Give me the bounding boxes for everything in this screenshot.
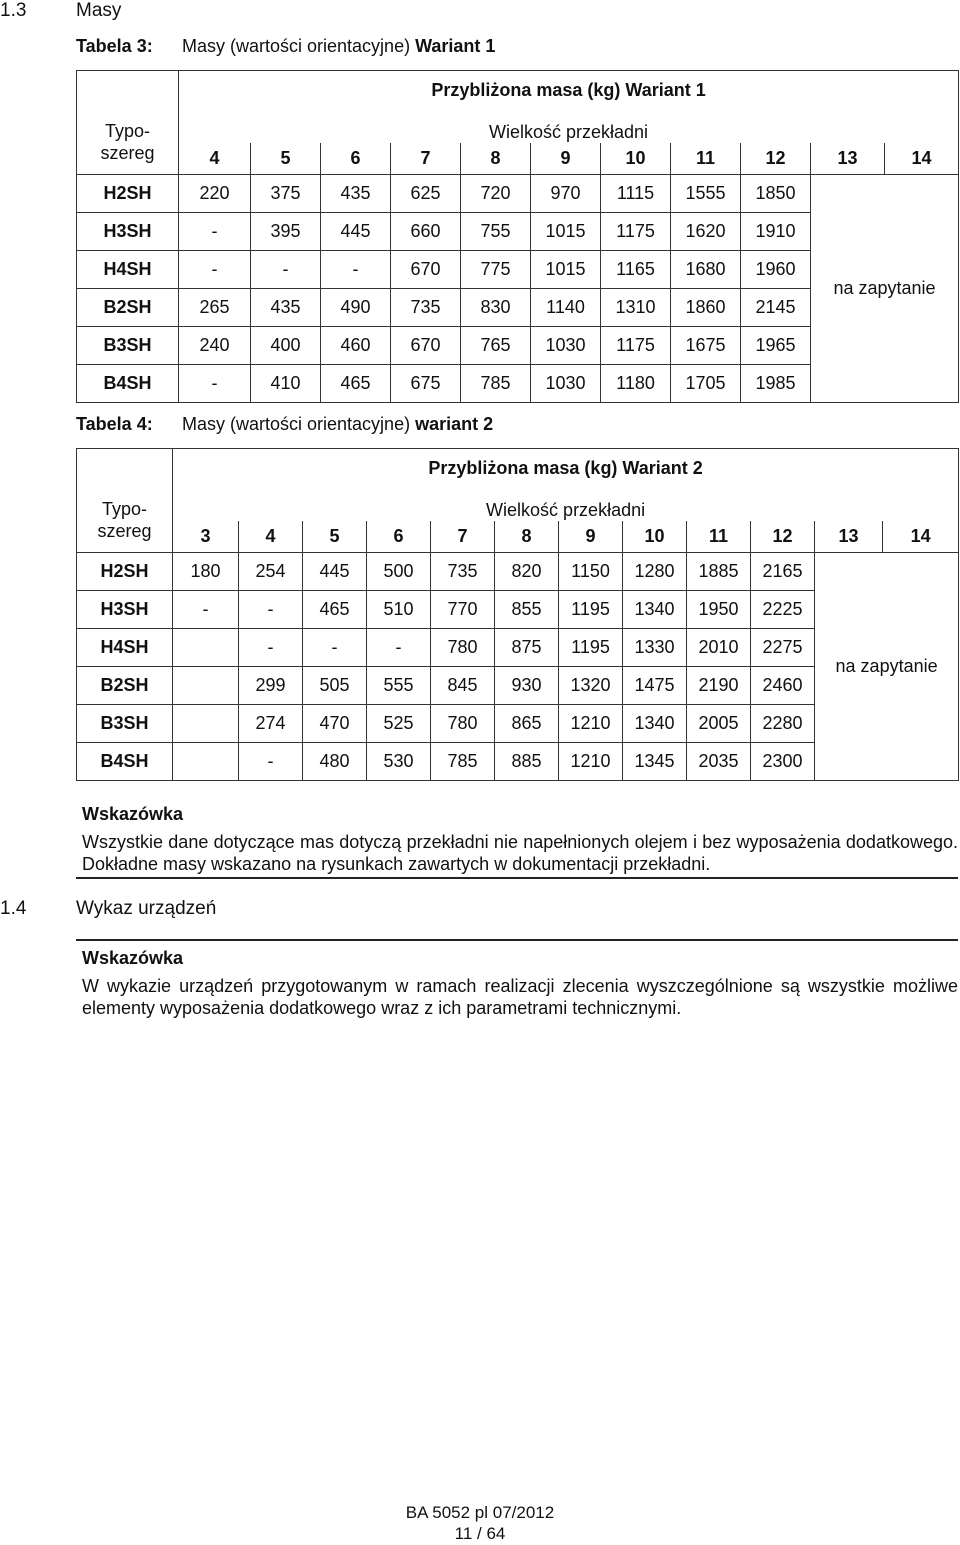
mass-cell: -	[179, 365, 251, 403]
size-cell: 4	[179, 143, 251, 175]
mass-cell	[173, 667, 239, 705]
size-cell: 14	[885, 143, 959, 175]
mass-cell: 1680	[671, 251, 741, 289]
mass-cell: 240	[179, 327, 251, 365]
mass-cell: 970	[531, 175, 601, 213]
mass-cell: 1340	[623, 705, 687, 743]
mass-cell: 2275	[751, 629, 815, 667]
size-cell: 8	[495, 521, 559, 553]
size-cell: 5	[251, 143, 321, 175]
row-type-label: B3SH	[77, 327, 179, 365]
mass-cell: -	[179, 251, 251, 289]
row-type-label: H4SH	[77, 629, 173, 667]
mass-cell: 400	[251, 327, 321, 365]
mass-cell: 1960	[741, 251, 811, 289]
mass-cell: 395	[251, 213, 321, 251]
mass-cell: 525	[367, 705, 431, 743]
mass-cell: 820	[495, 553, 559, 591]
on-request-cell: na zapytanie	[811, 175, 959, 403]
mass-cell: 505	[303, 667, 367, 705]
row-type-label: H4SH	[77, 251, 179, 289]
mass-cell: 1140	[531, 289, 601, 327]
size-cell: 3	[173, 521, 239, 553]
mass-cell: -	[321, 251, 391, 289]
note-masses	[82, 804, 958, 875]
mass-cell: 2005	[687, 705, 751, 743]
mass-cell: 1675	[671, 327, 741, 365]
mass-cell: 1015	[531, 213, 601, 251]
table3-caption-text: Masy (wartości orientacyjne)	[182, 36, 416, 56]
mass-table-variant-2	[76, 448, 959, 781]
note-title: Wskazówka	[82, 804, 184, 824]
mass-cell: 460	[321, 327, 391, 365]
section-title: Masy	[76, 0, 122, 21]
mass-cell: 220	[179, 175, 251, 213]
mass-cell: 770	[431, 591, 495, 629]
mass-cell: 755	[461, 213, 531, 251]
mass-cell: 660	[391, 213, 461, 251]
mass-cell: 785	[431, 743, 495, 781]
section-number: 1.3	[0, 0, 27, 21]
mass-cell: 2280	[751, 705, 815, 743]
mass-cell: 1475	[623, 667, 687, 705]
table4-caption-variant: wariant 2	[415, 414, 494, 434]
mass-cell: 435	[321, 175, 391, 213]
mass-cell: 1015	[531, 251, 601, 289]
size-cell: 10	[623, 521, 687, 553]
mass-cell: 785	[461, 365, 531, 403]
mass-cell: 1910	[741, 213, 811, 251]
mass-cell: -	[239, 629, 303, 667]
mass-cell: 735	[391, 289, 461, 327]
note-text: Wszystkie dane dotyczące mas dotyczą przekładni nie napełnionych olejem i bez wyposażenia dodatkowego. Dokładne masy wskazano na rysunkach zawartych w dokumentacji przekładni.	[82, 832, 958, 874]
size-cell: 11	[687, 521, 751, 553]
mass-cell: 465	[303, 591, 367, 629]
corner-cell	[77, 449, 173, 489]
type-header	[77, 489, 173, 553]
mass-cell: 2035	[687, 743, 751, 781]
note-equipment-list	[82, 948, 958, 1019]
mass-cell: 1210	[559, 743, 623, 781]
size-cell: 9	[559, 521, 623, 553]
note-divider	[76, 877, 958, 879]
row-type-label: H2SH	[77, 553, 173, 591]
row-type-label: H3SH	[77, 213, 179, 251]
mass-cell: 670	[391, 327, 461, 365]
mass-cell: 500	[367, 553, 431, 591]
mass-cell: 865	[495, 705, 559, 743]
mass-cell: -	[251, 251, 321, 289]
mass-cell: 670	[391, 251, 461, 289]
note-divider	[76, 939, 958, 941]
size-cell: 11	[671, 143, 741, 175]
mass-cell	[173, 705, 239, 743]
mass-cell: -	[239, 743, 303, 781]
size-cell: 13	[815, 521, 883, 553]
page-number: 11 / 64	[454, 1524, 506, 1543]
table3-caption-label: Tabela 3:	[76, 36, 153, 56]
size-cell: 4	[239, 521, 303, 553]
main-header: Przybliżona masa (kg) Wariant 1	[179, 71, 959, 111]
mass-cell: 1965	[741, 327, 811, 365]
mass-cell: -	[239, 591, 303, 629]
mass-cell: 530	[367, 743, 431, 781]
mass-cell: 855	[495, 591, 559, 629]
size-row	[77, 521, 959, 553]
size-cell: 12	[751, 521, 815, 553]
size-cell: 13	[811, 143, 885, 175]
type-header	[77, 111, 179, 175]
table3-caption-desc	[182, 36, 495, 57]
mass-cell: 2460	[751, 667, 815, 705]
mass-cell: 410	[251, 365, 321, 403]
corner-cell	[77, 71, 179, 111]
mass-cell: 465	[321, 365, 391, 403]
page-footer	[0, 1502, 960, 1544]
table4-caption-desc	[182, 414, 493, 435]
mass-cell: 1330	[623, 629, 687, 667]
mass-cell: 265	[179, 289, 251, 327]
mass-cell: -	[179, 213, 251, 251]
size-cell: 9	[531, 143, 601, 175]
main-header: Przybliżona masa (kg) Wariant 2	[173, 449, 959, 489]
mass-cell: 1885	[687, 553, 751, 591]
mass-cell: 2190	[687, 667, 751, 705]
row-type-label: H3SH	[77, 591, 173, 629]
mass-cell: 1210	[559, 705, 623, 743]
section-title: Wykaz urządzeń	[76, 898, 217, 919]
size-cell: 14	[883, 521, 959, 553]
size-cell: 6	[321, 143, 391, 175]
mass-cell: 480	[303, 743, 367, 781]
mass-cell: 555	[367, 667, 431, 705]
mass-cell: 1985	[741, 365, 811, 403]
mass-cell: 445	[321, 213, 391, 251]
mass-cell: 830	[461, 289, 531, 327]
mass-cell: 675	[391, 365, 461, 403]
mass-cell: 1180	[601, 365, 671, 403]
row-type-label: B4SH	[77, 743, 173, 781]
mass-cell: 930	[495, 667, 559, 705]
mass-cell: 254	[239, 553, 303, 591]
size-row	[77, 143, 959, 175]
mass-cell: 625	[391, 175, 461, 213]
mass-cell: 845	[431, 667, 495, 705]
table-row	[77, 175, 959, 213]
mass-cell: 1850	[741, 175, 811, 213]
row-type-label: B2SH	[77, 289, 179, 327]
table4-caption-label: Tabela 4:	[76, 414, 153, 434]
row-type-label: B4SH	[77, 365, 179, 403]
size-header: Wielkość przekładni	[179, 111, 959, 143]
type-header-line1: Typo-	[101, 499, 148, 520]
mass-cell: 470	[303, 705, 367, 743]
row-type-label: H2SH	[77, 175, 179, 213]
mass-cell: 1280	[623, 553, 687, 591]
mass-cell: 720	[461, 175, 531, 213]
mass-cell: 1195	[559, 591, 623, 629]
mass-cell: 1175	[601, 327, 671, 365]
mass-cell: 2145	[741, 289, 811, 327]
mass-cell: 1030	[531, 327, 601, 365]
mass-cell: 735	[431, 553, 495, 591]
table4-caption	[76, 414, 956, 438]
mass-cell: 885	[495, 743, 559, 781]
on-request-cell: na zapytanie	[815, 553, 959, 781]
mass-cell: 375	[251, 175, 321, 213]
mass-cell: 1165	[601, 251, 671, 289]
mass-cell: 490	[321, 289, 391, 327]
type-header-line2: szereg	[97, 521, 152, 542]
mass-cell	[173, 629, 239, 667]
table3-caption	[76, 36, 956, 60]
section-heading-1-4	[0, 898, 400, 922]
mass-cell: -	[367, 629, 431, 667]
mass-cell: 1195	[559, 629, 623, 667]
mass-cell: 1310	[601, 289, 671, 327]
section-heading-1-3	[0, 0, 300, 24]
mass-cell: 1620	[671, 213, 741, 251]
mass-cell: 1555	[671, 175, 741, 213]
row-type-label: B3SH	[77, 705, 173, 743]
mass-cell: 765	[461, 327, 531, 365]
document-id: BA 5052 pl 07/2012	[405, 1503, 555, 1522]
table-row	[77, 553, 959, 591]
size-cell: 12	[741, 143, 811, 175]
mass-cell: 1950	[687, 591, 751, 629]
type-header-line2: szereg	[100, 143, 155, 164]
mass-cell: -	[173, 591, 239, 629]
mass-cell: 1320	[559, 667, 623, 705]
mass-cell: 1340	[623, 591, 687, 629]
mass-cell: 1115	[601, 175, 671, 213]
mass-cell: -	[303, 629, 367, 667]
mass-cell: 1150	[559, 553, 623, 591]
mass-table-variant-1	[76, 70, 959, 403]
mass-cell: 780	[431, 705, 495, 743]
mass-cell: 1175	[601, 213, 671, 251]
size-cell: 6	[367, 521, 431, 553]
table3-caption-variant: Wariant 1	[415, 36, 496, 56]
mass-cell	[173, 743, 239, 781]
mass-cell: 1345	[623, 743, 687, 781]
mass-cell: 1860	[671, 289, 741, 327]
mass-cell: 875	[495, 629, 559, 667]
mass-cell: 780	[431, 629, 495, 667]
mass-cell: 180	[173, 553, 239, 591]
mass-cell: 2165	[751, 553, 815, 591]
size-cell: 7	[431, 521, 495, 553]
size-cell: 7	[391, 143, 461, 175]
mass-cell: 299	[239, 667, 303, 705]
row-type-label: B2SH	[77, 667, 173, 705]
mass-cell: 1705	[671, 365, 741, 403]
type-header-line1: Typo-	[104, 121, 151, 142]
note-title: Wskazówka	[82, 948, 184, 968]
mass-cell: 274	[239, 705, 303, 743]
mass-cell: 2300	[751, 743, 815, 781]
mass-cell: 435	[251, 289, 321, 327]
size-cell: 8	[461, 143, 531, 175]
table4-caption-text: Masy (wartości orientacyjne)	[182, 414, 416, 434]
size-cell: 5	[303, 521, 367, 553]
mass-cell: 2225	[751, 591, 815, 629]
size-cell: 10	[601, 143, 671, 175]
mass-cell: 1030	[531, 365, 601, 403]
note-text: W wykazie urządzeń przygotowanym w ramach realizacji zlecenia wyszczególnione są wszystkie możliwe elementy wyposażenia dodatkowego wraz z ich parametrami technicznymi.	[82, 976, 958, 1018]
mass-cell: 510	[367, 591, 431, 629]
mass-cell: 445	[303, 553, 367, 591]
size-header: Wielkość przekładni	[173, 489, 959, 521]
mass-cell: 775	[461, 251, 531, 289]
mass-cell: 2010	[687, 629, 751, 667]
section-number: 1.4	[0, 898, 27, 919]
